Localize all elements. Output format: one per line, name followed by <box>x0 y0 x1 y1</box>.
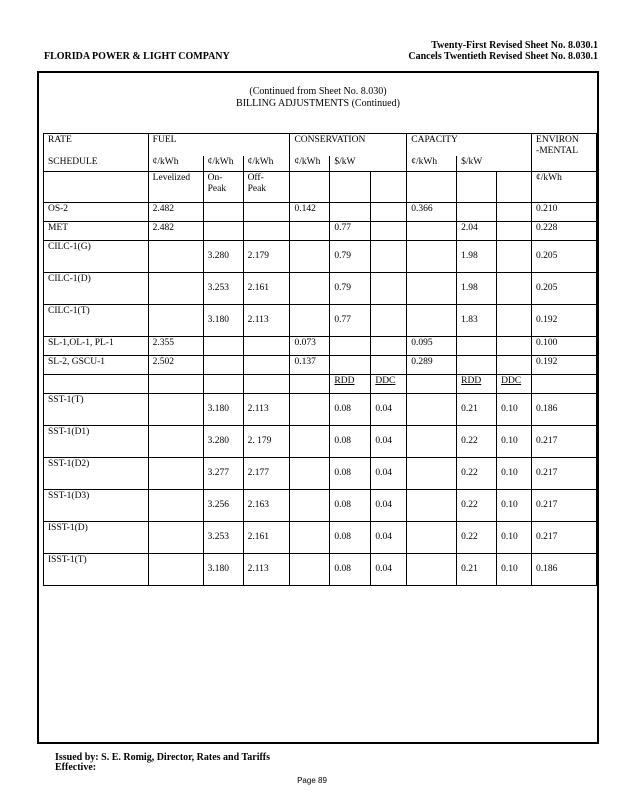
value-on <box>203 222 243 241</box>
blank-cell <box>290 490 330 522</box>
value-rdd: 0.22 <box>457 426 497 458</box>
value-pk: 0.095 <box>407 337 457 356</box>
rate-schedule: SST-1(T) <box>44 394 149 426</box>
value-pk <box>407 305 457 337</box>
value-cx <box>371 273 407 305</box>
value-on: 3.180 <box>203 394 243 426</box>
fuel-onpeak-header: On- Peak <box>203 172 243 203</box>
fuel-levelized-header: Levelized <box>148 172 203 203</box>
sheet-number: Twenty-First Revised Sheet No. 8.030.1 <box>431 40 598 51</box>
value-env: 0.205 <box>532 241 597 273</box>
unit-fuel-off: ¢/kWh <box>243 156 290 172</box>
value-px <box>497 356 532 375</box>
value-on <box>203 337 243 356</box>
value-ck: 0.137 <box>290 356 330 375</box>
value-on: 3.280 <box>203 426 243 458</box>
fuel-offpeak-header: Off- Peak <box>243 172 290 203</box>
rate-schedule: SL-2, GSCU-1 <box>44 356 149 375</box>
value-ck: 0.142 <box>290 203 330 222</box>
value-off: 2.113 <box>243 554 290 586</box>
value-ck <box>290 273 330 305</box>
value-lev: 2.482 <box>148 203 203 222</box>
value-ddc: 0.10 <box>497 554 532 586</box>
value-lev <box>148 273 203 305</box>
blank-cell <box>148 375 203 394</box>
schedule-header: SCHEDULE <box>44 156 149 172</box>
section-title: BILLING ADJUSTMENTS (Continued) <box>236 98 400 109</box>
ddc-label: DDC <box>497 375 532 394</box>
value-on: 3.256 <box>203 490 243 522</box>
value-cw: 0.77 <box>330 222 371 241</box>
value-off: 2. 179 <box>243 426 290 458</box>
blank-cell <box>290 172 330 203</box>
value-off <box>243 222 290 241</box>
value-px <box>497 305 532 337</box>
value-ddc: 0.04 <box>371 490 407 522</box>
value-pw: 2.04 <box>457 222 497 241</box>
value-rdd: 0.21 <box>457 394 497 426</box>
value-on: 3.180 <box>203 305 243 337</box>
issued-by: Issued by: S. E. Romig, Director, Rates and Tariffs <box>55 752 271 763</box>
rate-schedule: SST-1(D2) <box>44 458 149 490</box>
standby-rate-row <box>44 394 597 426</box>
environmental-header: ENVIRON -MENTAL <box>532 134 597 172</box>
value-pw: 1.98 <box>457 241 497 273</box>
value-ddc: 0.04 <box>371 426 407 458</box>
blank-cell <box>290 554 330 586</box>
standby-rate-row <box>44 426 597 458</box>
value-env: 0.100 <box>532 337 597 356</box>
value-on: 3.180 <box>203 554 243 586</box>
value-pw: 1.83 <box>457 305 497 337</box>
value-ddc: 0.10 <box>497 394 532 426</box>
value-env: 0.217 <box>532 458 597 490</box>
value-off: 2.177 <box>243 458 290 490</box>
value-pk <box>407 241 457 273</box>
value-off: 2.113 <box>243 394 290 426</box>
value-cx <box>371 203 407 222</box>
value-env: 0.217 <box>532 522 597 554</box>
value-env: 0.192 <box>532 305 597 337</box>
value-rdd: 0.22 <box>457 490 497 522</box>
value-on: 3.253 <box>203 522 243 554</box>
value-env: 0.205 <box>532 273 597 305</box>
blank-cell <box>497 172 532 203</box>
unit-fuel-on: ¢/kWh <box>203 156 243 172</box>
value-ck <box>290 305 330 337</box>
value-px <box>497 273 532 305</box>
value-off: 2.163 <box>243 490 290 522</box>
value-ddc: 0.10 <box>497 522 532 554</box>
tariff-frame <box>37 71 599 744</box>
blank-cell <box>407 522 457 554</box>
value-env: 0.186 <box>532 554 597 586</box>
value-env: 0.186 <box>532 394 597 426</box>
blank-cell <box>148 394 203 426</box>
unit-cap-kwh: ¢/kWh <box>407 156 457 172</box>
ddc-label: DDC <box>371 375 407 394</box>
continued-note <box>39 86 597 110</box>
value-px <box>497 337 532 356</box>
value-env: 0.217 <box>532 490 597 522</box>
value-rdd: 0.21 <box>457 554 497 586</box>
value-ck: 0.073 <box>290 337 330 356</box>
value-ck <box>290 241 330 273</box>
value-ck <box>290 222 330 241</box>
standby-rate-row <box>44 522 597 554</box>
blank-cell <box>148 426 203 458</box>
blank-cell <box>330 172 371 203</box>
rate-row <box>44 305 597 337</box>
value-off: 2.113 <box>243 305 290 337</box>
value-ddc: 0.10 <box>497 426 532 458</box>
value-on: 3.277 <box>203 458 243 490</box>
blank-cell <box>407 172 457 203</box>
value-ddc: 0.10 <box>497 458 532 490</box>
value-rdd: 0.22 <box>457 522 497 554</box>
value-pk: 0.289 <box>407 356 457 375</box>
value-cw: 0.79 <box>330 273 371 305</box>
value-cw <box>330 203 371 222</box>
rate-schedule: CILC-1(D) <box>44 273 149 305</box>
value-rdd: 0.08 <box>330 554 371 586</box>
value-pk <box>407 273 457 305</box>
company-name: FLORIDA POWER & LIGHT COMPANY <box>44 51 230 62</box>
rate-schedule: CILC-1(G) <box>44 241 149 273</box>
unit-cons-kwh: ¢/kWh <box>290 156 330 172</box>
unit-cons-kw: $/kW <box>330 156 407 172</box>
rate-row <box>44 356 597 375</box>
effective-date: Effective: <box>55 762 97 773</box>
header-row-fuel-types <box>44 172 597 203</box>
value-env: 0.217 <box>532 426 597 458</box>
value-ddc: 0.04 <box>371 554 407 586</box>
value-rdd: 0.08 <box>330 394 371 426</box>
value-pw <box>457 203 497 222</box>
value-ddc: 0.04 <box>371 394 407 426</box>
blank-cell <box>407 426 457 458</box>
value-px <box>497 203 532 222</box>
blank-cell <box>290 522 330 554</box>
value-cw: 0.79 <box>330 241 371 273</box>
continued-from: (Continued from Sheet No. 8.030) <box>249 86 387 97</box>
value-on <box>203 203 243 222</box>
value-rdd: 0.08 <box>330 522 371 554</box>
blank-cell <box>457 172 497 203</box>
standby-rate-row <box>44 554 597 586</box>
env-unit: ¢/kWh <box>532 172 597 203</box>
blank-cell <box>148 522 203 554</box>
value-lev: 2.482 <box>148 222 203 241</box>
value-off <box>243 356 290 375</box>
rate-schedule: MET <box>44 222 149 241</box>
blank-cell <box>407 490 457 522</box>
blank-cell <box>290 394 330 426</box>
value-on: 3.280 <box>203 241 243 273</box>
value-off <box>243 337 290 356</box>
demand-subheader-row <box>44 375 597 394</box>
rate-schedule: ISST-1(D) <box>44 522 149 554</box>
blank-cell <box>407 458 457 490</box>
value-lev <box>148 305 203 337</box>
value-px <box>497 241 532 273</box>
value-lev: 2.355 <box>148 337 203 356</box>
value-on <box>203 356 243 375</box>
unit-cap-kw: $/kW <box>457 156 532 172</box>
blank-cell <box>407 554 457 586</box>
value-rdd: 0.08 <box>330 458 371 490</box>
rate-row <box>44 203 597 222</box>
blank-cell <box>532 375 597 394</box>
rate-schedule: SST-1(D3) <box>44 490 149 522</box>
rdd-label: RDD <box>457 375 497 394</box>
value-ddc: 0.04 <box>371 522 407 554</box>
rate-schedule: CILC-1(T) <box>44 305 149 337</box>
value-px <box>497 222 532 241</box>
standby-rate-row <box>44 490 597 522</box>
value-rdd: 0.08 <box>330 490 371 522</box>
value-cw <box>330 356 371 375</box>
rate-row <box>44 222 597 241</box>
rate-schedule: ISST-1(T) <box>44 554 149 586</box>
value-pw <box>457 337 497 356</box>
fuel-header: FUEL <box>148 134 290 157</box>
rate-header: RATE <box>44 134 149 157</box>
blank-cell <box>148 490 203 522</box>
value-pw: 1.98 <box>457 273 497 305</box>
value-lev <box>148 241 203 273</box>
rate-schedule: OS-2 <box>44 203 149 222</box>
value-pw <box>457 356 497 375</box>
value-on: 3.253 <box>203 273 243 305</box>
value-cx <box>371 222 407 241</box>
header-row-units <box>44 156 597 172</box>
blank-cell <box>290 375 330 394</box>
value-cx <box>371 356 407 375</box>
capacity-header: CAPACITY <box>407 134 532 157</box>
rate-schedule: SST-1(D1) <box>44 426 149 458</box>
blank-cell <box>290 426 330 458</box>
value-off: 2.161 <box>243 522 290 554</box>
value-pk <box>407 222 457 241</box>
unit-fuel-lev: ¢/kWh <box>148 156 203 172</box>
page-number: Page 89 <box>297 776 327 785</box>
value-cw <box>330 337 371 356</box>
value-rdd: 0.08 <box>330 426 371 458</box>
rate-row <box>44 337 597 356</box>
value-off <box>243 203 290 222</box>
billing-adjustments-table <box>43 133 597 586</box>
issued-block <box>55 753 270 773</box>
standby-rate-row <box>44 458 597 490</box>
blank-cell <box>44 375 149 394</box>
value-env: 0.228 <box>532 222 597 241</box>
blank-cell <box>148 554 203 586</box>
blank-cell <box>290 458 330 490</box>
rdd-label: RDD <box>330 375 371 394</box>
blank-cell <box>371 172 407 203</box>
value-cx <box>371 337 407 356</box>
value-cw: 0.77 <box>330 305 371 337</box>
value-pk: 0.366 <box>407 203 457 222</box>
blank-cell <box>407 375 457 394</box>
value-env: 0.210 <box>532 203 597 222</box>
conservation-header: CONSERVATION <box>290 134 407 157</box>
blank-cell <box>44 172 149 203</box>
value-lev: 2.502 <box>148 356 203 375</box>
value-ddc: 0.04 <box>371 458 407 490</box>
rate-row <box>44 273 597 305</box>
value-cx <box>371 305 407 337</box>
blank-cell <box>203 375 243 394</box>
rate-schedule: SL-1,OL-1, PL-1 <box>44 337 149 356</box>
value-env: 0.192 <box>532 356 597 375</box>
blank-cell <box>407 394 457 426</box>
value-rdd: 0.22 <box>457 458 497 490</box>
value-off: 2.179 <box>243 241 290 273</box>
value-ddc: 0.10 <box>497 490 532 522</box>
blank-cell <box>243 375 290 394</box>
value-cx <box>371 241 407 273</box>
header-row-groups <box>44 134 597 157</box>
blank-cell <box>148 458 203 490</box>
cancels-sheet: Cancels Twentieth Revised Sheet No. 8.030.1 <box>408 51 598 62</box>
value-off: 2.161 <box>243 273 290 305</box>
rate-row <box>44 241 597 273</box>
